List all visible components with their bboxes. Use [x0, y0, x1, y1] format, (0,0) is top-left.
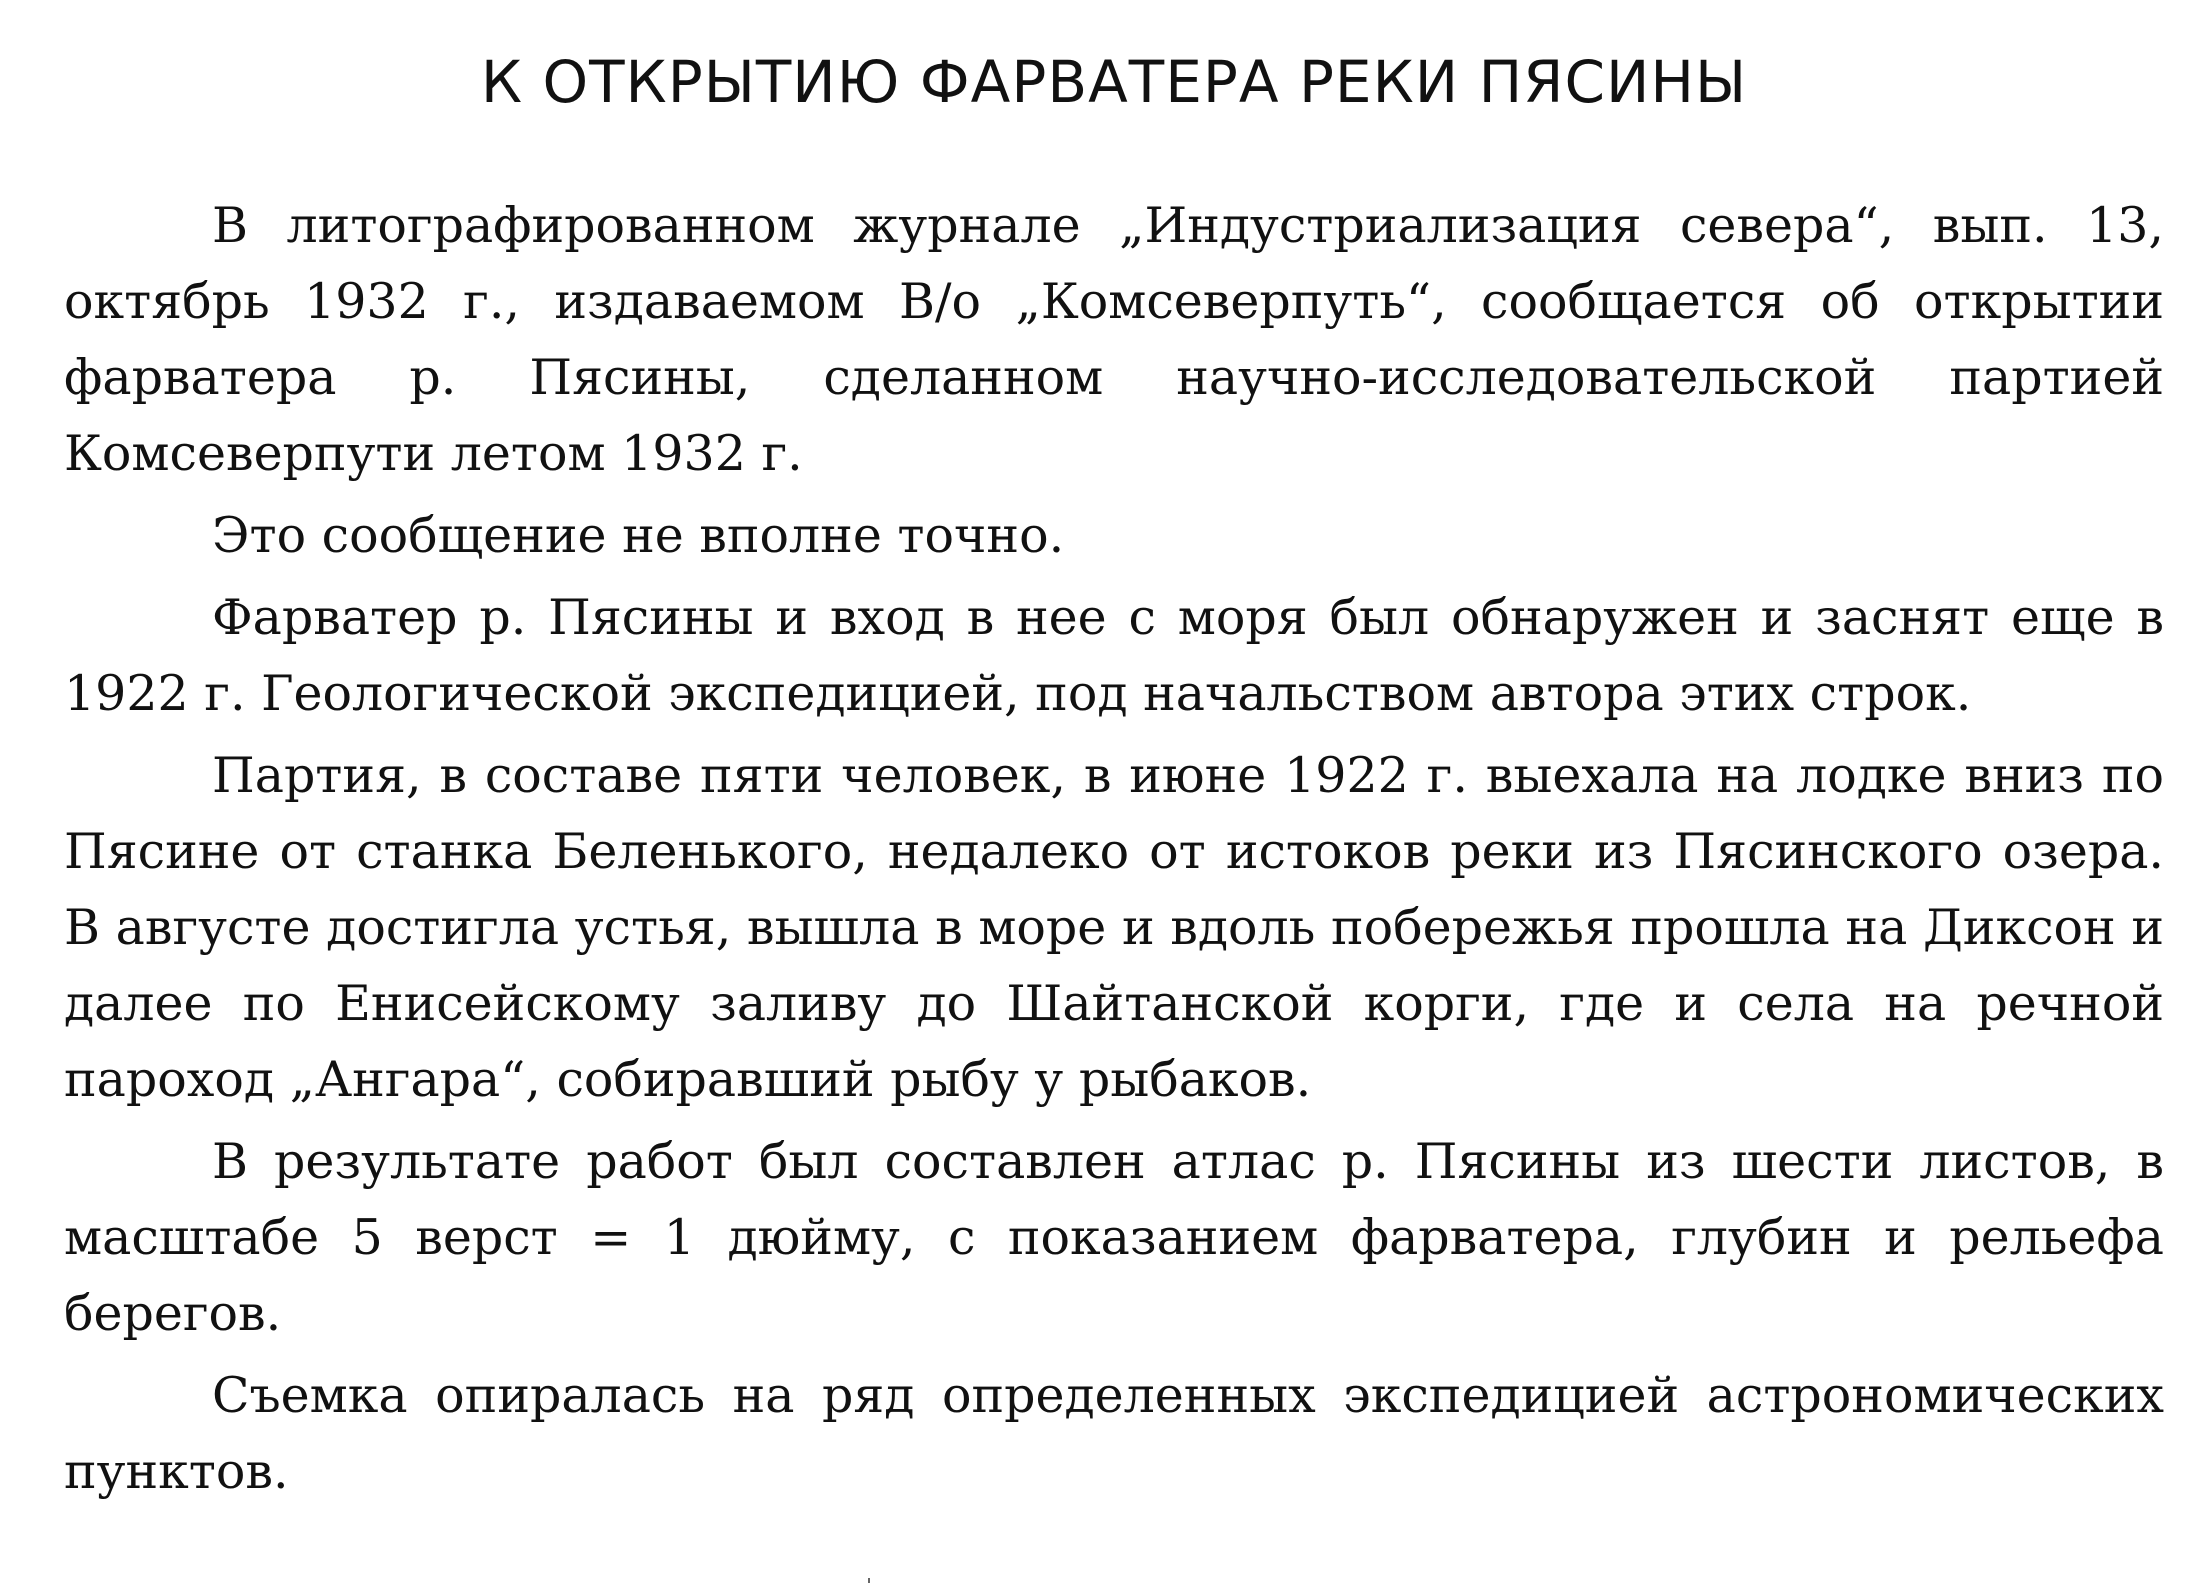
- document-page: [64, 48, 2164, 1516]
- paragraph-2: Это сообщение не вполне точно.: [212, 506, 1065, 564]
- paragraph-1: В литографированном журнале „Индустриализация севера“, вып. 13, октябрь 1932 г., издаваемом В/о „Комсеверпуть“, сообщается об открытии фарватера р. Пясины, сделанном научно-исследовательской партией Комсеверпути летом 1932 г.: [64, 196, 2164, 482]
- paragraph-3: Фарватер р. Пясины и вход в нее с моря был обнаружен и заснят еще в 1922 г. Геологической экспедицией, под начальством автора этих строк.: [64, 588, 2164, 722]
- paragraph-4: Партия, в составе пяти человек, в июне 1922 г. выехала на лодке вниз по Пясине от станка Беленького, недалеко от истоков реки из Пясинского озера. В августе достигла устья, вышла в море и вдоль побережья прошла на Диксон и далее по Енисейскому заливу до Шайтанской корги, где и села на речной пароход „Ангара“, собиравший рыбу у рыбаков.: [64, 746, 2164, 1108]
- article-title: К ОТКРЫТИЮ ФАРВАТЕРА РЕКИ ПЯСИНЫ: [480, 48, 1748, 116]
- paragraph-5: В результате работ был составлен атлас р. Пясины из шести листов, в масштабе 5 верст = 1 дюйму, с показанием фарватера, глубин и рельефа берегов.: [64, 1132, 2164, 1342]
- paragraph-6: Съемка опиралась на ряд определенных экспедицией астрономических пунктов.: [64, 1366, 2164, 1500]
- scan-artifact: [868, 1578, 870, 1583]
